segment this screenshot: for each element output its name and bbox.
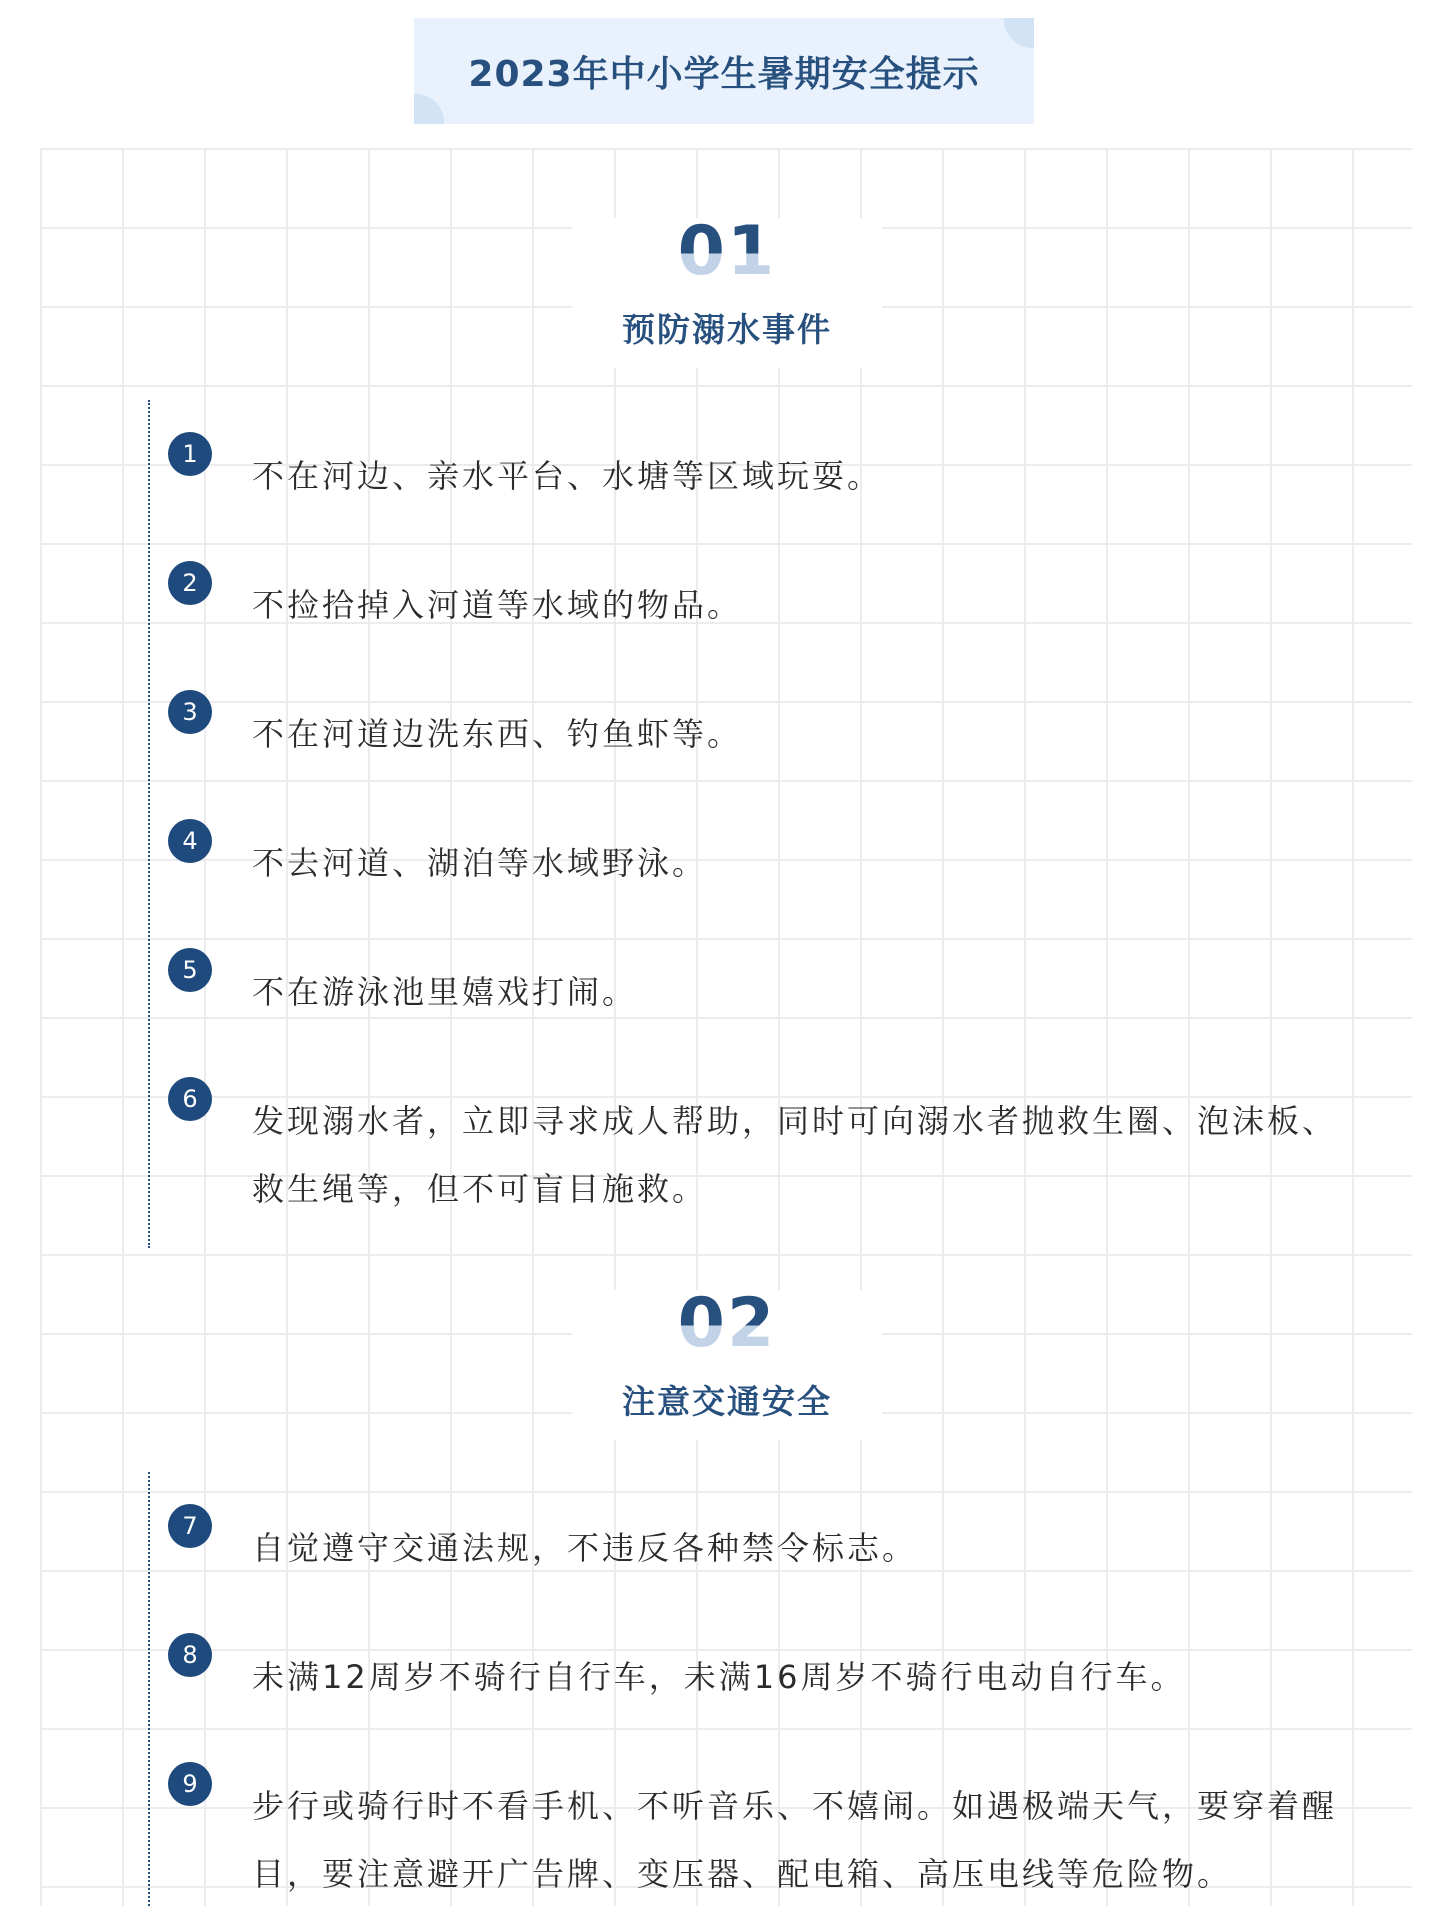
item-text: 未满12周岁不骑行自行车，未满16周岁不骑行电动自行车。 <box>252 1658 1186 1696</box>
number-badge: 1 <box>168 432 212 476</box>
number-badge: 4 <box>168 819 212 863</box>
number-badge: 6 <box>168 1077 212 1121</box>
number-badge: 3 <box>168 690 212 734</box>
number-badge: 9 <box>168 1762 212 1806</box>
section-title: 预防溺水事件 <box>622 310 832 349</box>
section-number: 02 <box>572 1290 882 1358</box>
item-text: 不在河道边洗东西、钓鱼虾等。 <box>252 715 743 753</box>
section-header-02 <box>572 1284 882 1440</box>
item-text: 不在河边、亲水平台、水塘等区域玩耍。 <box>252 457 883 495</box>
section-header-01 <box>572 212 882 368</box>
item-text: 不在游泳池里嬉戏打闹。 <box>252 973 638 1011</box>
item-text: 步行或骑行时不看手机、不听音乐、不嬉闹。如遇极端天气，要穿着醒目，要注意避开广告牌、变压器、配电箱、高压电线等危险物。 <box>252 1787 1338 1893</box>
number-badge: 2 <box>168 561 212 605</box>
number-badge: 8 <box>168 1633 212 1677</box>
number-badge: 5 <box>168 948 212 992</box>
decorative-corner-circle <box>414 94 444 124</box>
section-title: 注意交通安全 <box>622 1382 832 1421</box>
timeline-line <box>148 1472 150 1906</box>
item-text: 不捡拾掉入河道等水域的物品。 <box>252 586 743 624</box>
item-text: 自觉遵守交通法规，不违反各种禁令标志。 <box>252 1529 918 1567</box>
item-text: 不去河道、湖泊等水域野泳。 <box>252 844 708 882</box>
page-title: 2023年中小学生暑期安全提示 <box>468 53 980 95</box>
section-number: 01 <box>572 218 882 286</box>
item-text: 发现溺水者，立即寻求成人帮助，同时可向溺水者抛救生圈、泡沫板、救生绳等，但不可盲目施救。 <box>252 1102 1338 1208</box>
title-banner <box>414 18 1034 124</box>
decorative-corner-circle <box>1004 18 1034 48</box>
timeline-line <box>148 400 150 1248</box>
number-badge: 7 <box>168 1504 212 1548</box>
